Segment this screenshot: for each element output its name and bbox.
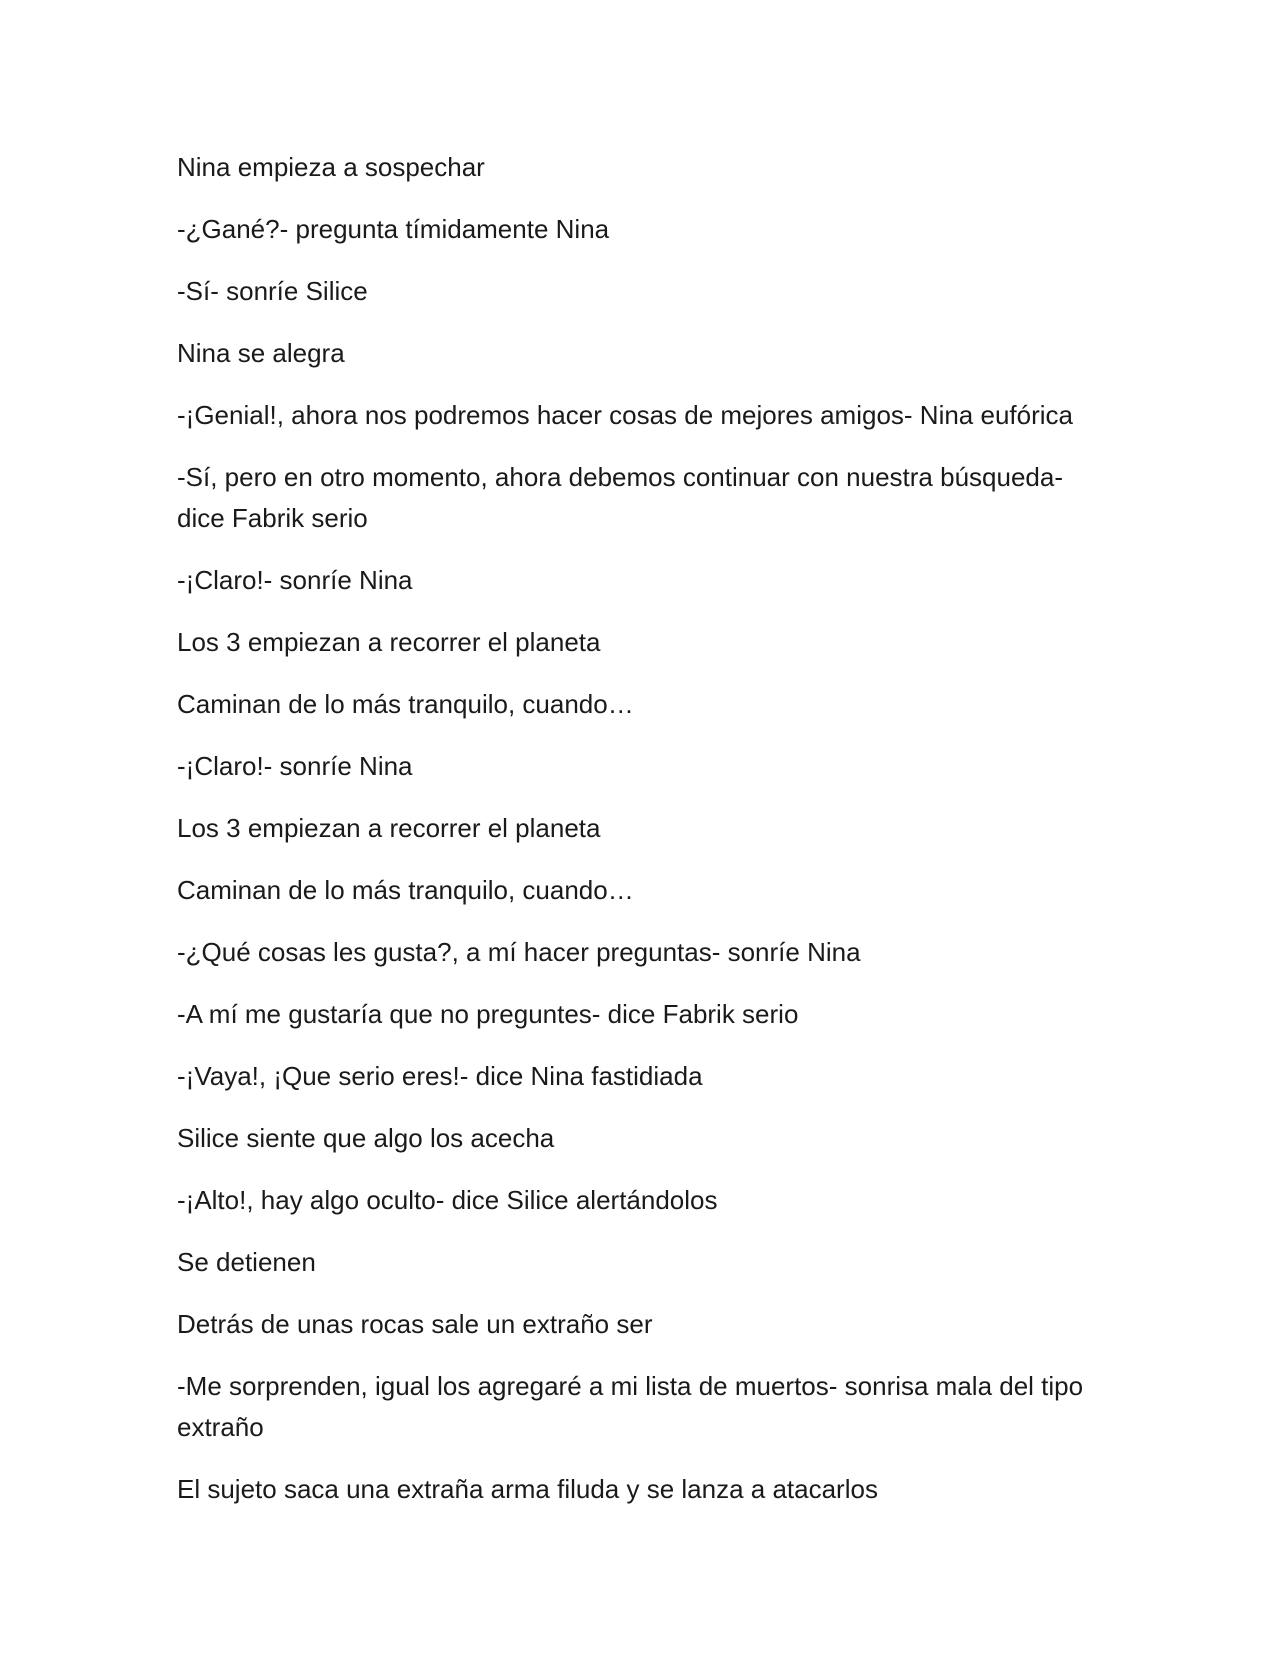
paragraph: El sujeto saca una extraña arma filuda y se lanza a atacarlos: [177, 1474, 878, 1504]
paragraph: -¡Vaya!, ¡Que serio eres!- dice Nina fastidiada: [177, 1061, 703, 1091]
paragraph: -A mí me gustaría que no preguntes- dice Fabrik serio: [177, 999, 799, 1029]
paragraph: Caminan de lo más tranquilo, cuando…: [177, 689, 634, 719]
paragraph: Nina empieza a sospechar: [177, 152, 485, 182]
paragraph: -Sí, pero en otro momento, ahora debemos continuar con nuestra búsqueda- dice Fabrik serio: [177, 462, 1063, 533]
paragraph: -¡Genial!, ahora nos podremos hacer cosas de mejores amigos- Nina eufórica: [177, 400, 1073, 430]
paragraph: -¡Claro!- sonríe Nina: [177, 565, 413, 595]
paragraph: -¡Claro!- sonríe Nina: [177, 751, 413, 781]
paragraph: -¿Qué cosas les gusta?, a mí hacer preguntas- sonríe Nina: [177, 937, 861, 967]
paragraph: Nina se alegra: [177, 338, 345, 368]
paragraph: Los 3 empiezan a recorrer el planeta: [177, 813, 601, 843]
paragraph: -¿Gané?- pregunta tímidamente Nina: [177, 214, 610, 244]
paragraph: -Me sorprenden, igual los agregaré a mi lista de muertos- sonrisa mala del tipo extraño: [177, 1371, 1084, 1442]
paragraph: -Sí- sonríe Silice: [177, 276, 368, 306]
document-body: [177, 147, 1097, 1531]
paragraph: Detrás de unas rocas sale un extraño ser: [177, 1309, 653, 1339]
paragraph: Los 3 empiezan a recorrer el planeta: [177, 627, 601, 657]
paragraph: -¡Alto!, hay algo oculto- dice Silice alertándolos: [177, 1185, 718, 1215]
paragraph: Caminan de lo más tranquilo, cuando…: [177, 875, 634, 905]
paragraph: Se detienen: [177, 1247, 316, 1277]
paragraph: Silice siente que algo los acecha: [177, 1123, 555, 1153]
